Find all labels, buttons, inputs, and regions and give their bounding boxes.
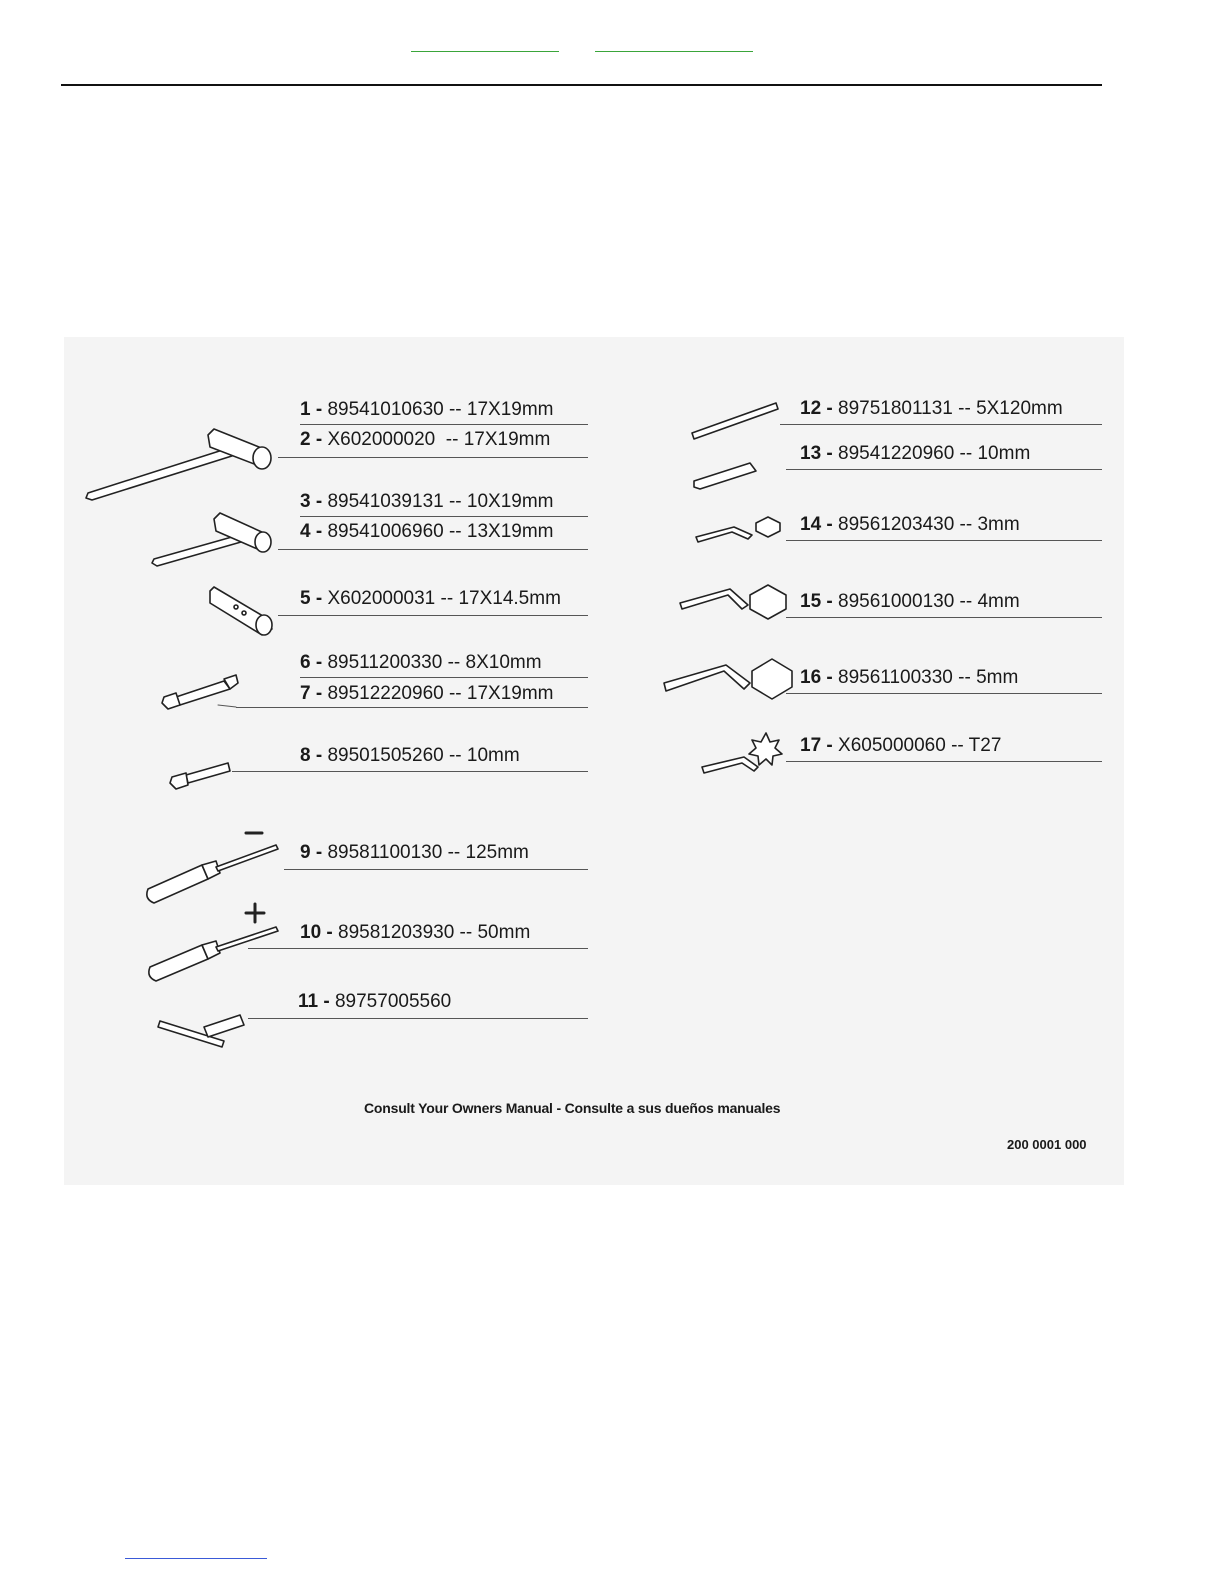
- part-label-16: 16 - 89561100330 -- 5mm: [800, 667, 1019, 688]
- part-underline-12: [780, 424, 1102, 425]
- part-underline-3: [300, 516, 588, 517]
- part-label-11: 11 - 89757005560: [298, 991, 452, 1012]
- part-underline-1: [300, 424, 588, 425]
- part-label-9: 9 - 89581100130 -- 125mm: [300, 842, 529, 863]
- flat-screwdriver-icon: [147, 831, 278, 903]
- part-underline-6: [300, 677, 588, 678]
- part-underline-13: [786, 469, 1102, 470]
- part-underline-16: [786, 693, 1102, 694]
- allen-key-5mm-icon: [664, 659, 792, 699]
- part-label-3: 3 - 89541039131 -- 10X19mm: [300, 491, 554, 512]
- part-label-6: 6 - 89511200330 -- 8X10mm: [300, 652, 542, 673]
- part-label-13: 13 - 89541220960 -- 10mm: [800, 443, 1031, 464]
- part-underline-10: [248, 948, 588, 949]
- phillips-screwdriver-icon: [149, 904, 278, 981]
- header-link-left[interactable]: [411, 51, 559, 52]
- part-underline-2: [278, 457, 588, 458]
- torx-key-icon: [702, 733, 782, 773]
- part-label-14: 14 - 89561203430 -- 3mm: [800, 514, 1020, 535]
- part-underline-5: [278, 615, 588, 616]
- part-label-5: 5 - X602000031 -- 17X14.5mm: [300, 588, 561, 609]
- part-underline-14: [786, 540, 1102, 541]
- allen-key-4mm-icon: [680, 585, 786, 619]
- part-label-2: 2 - X602000020 -- 17X19mm: [300, 429, 551, 450]
- spark-plug-wrench-icon: [86, 429, 271, 500]
- part-underline-17: [786, 761, 1102, 762]
- pin-rod-icon: [692, 403, 778, 439]
- tool-kit-diagram: [64, 337, 1124, 1185]
- spark-plug-wrench-small-icon: [152, 513, 271, 566]
- part-underline-8: [232, 771, 588, 772]
- part-label-4: 4 - 89541006960 -- 13X19mm: [300, 521, 554, 542]
- t-handle-tool-icon: [158, 1015, 244, 1047]
- part-underline-9: [284, 869, 588, 870]
- open-end-wrench-double-icon: [162, 675, 238, 709]
- part-underline-7: [236, 707, 588, 708]
- part-label-10: 10 - 89581203930 -- 50mm: [300, 922, 531, 943]
- header-rule: [61, 84, 1102, 86]
- hex-bar-icon: [694, 463, 756, 489]
- part-label-1: 1 - 89541010630 -- 17X19mm: [300, 399, 554, 420]
- part-label-12: 12 - 89751801131 -- 5X120mm: [800, 398, 1063, 419]
- consult-manual-note: Consult Your Owners Manual - Consulte a sus dueños manuales: [364, 1100, 781, 1116]
- allen-key-3mm-icon: [696, 517, 780, 542]
- open-end-wrench-icon: [170, 763, 230, 789]
- footer-link[interactable]: [125, 1558, 267, 1559]
- part-underline-4: [278, 549, 588, 550]
- part-label-17: 17 - X605000060 -- T27: [800, 735, 1002, 756]
- part-label-8: 8 - 89501505260 -- 10mm: [300, 745, 520, 766]
- part-label-7: 7 - 89512220960 -- 17X19mm: [300, 683, 554, 704]
- header-link-right[interactable]: [595, 51, 753, 52]
- part-underline-15: [786, 617, 1102, 618]
- part-underline-11: [248, 1018, 588, 1019]
- socket-tube-icon: [210, 587, 272, 635]
- part-label-15: 15 - 89561000130 -- 4mm: [800, 591, 1020, 612]
- document-number: 200 0001 000: [1007, 1137, 1087, 1152]
